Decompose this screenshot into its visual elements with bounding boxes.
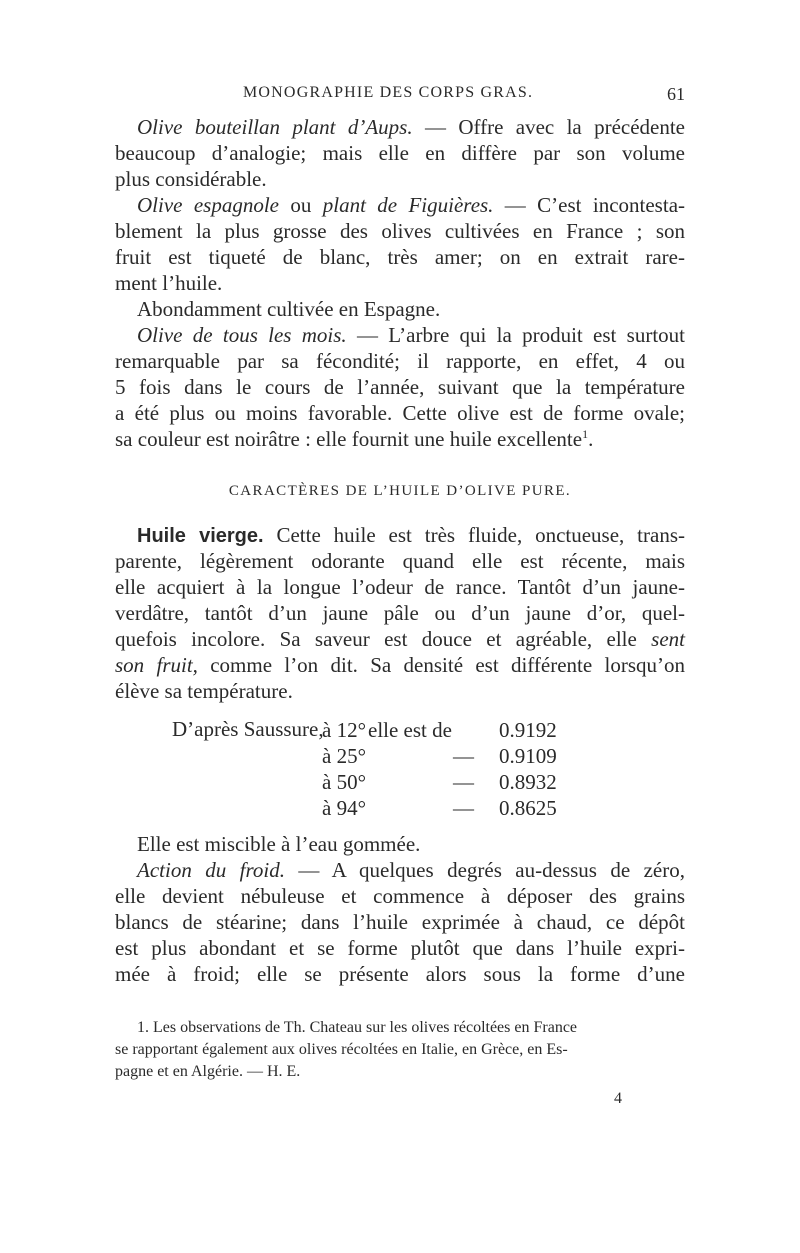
measurement-temperature: à 12° <box>322 718 366 742</box>
paragraph-olive-bouteillan <box>115 114 685 192</box>
text-line: Elle est miscible à l’eau gommée. <box>137 832 421 856</box>
text-line <box>115 857 685 883</box>
measurement-row <box>115 769 685 795</box>
text-span: — C’est incontesta- <box>493 193 686 217</box>
text-line: ment l’huile. <box>115 271 223 295</box>
density-table <box>115 717 685 821</box>
footnote-line: pagne et en Algérie. — H. E. <box>115 1063 301 1080</box>
signature-mark: 4 <box>614 1090 622 1107</box>
text-line: parente, légèrement odorante quand elle est récente, mais <box>115 549 685 573</box>
text-span: comme l’on dit. Sa densité est différente lorsqu’on <box>197 653 686 677</box>
paragraph-olive-espagnole <box>115 192 685 296</box>
text-line: beaucoup d’analogie; mais elle en diffère par son volume <box>115 141 685 165</box>
text-span: sa couleur est noirâtre : elle fournit une huile excellente <box>115 427 583 451</box>
running-head <box>115 84 685 110</box>
text-line: Abondamment cultivée en Espagne. <box>137 297 441 321</box>
page-number: 61 <box>667 84 685 104</box>
text-line: a été plus ou moins favorable. Cette olive est de forme ovale; <box>115 401 685 425</box>
text-line: remarquable par sa fécondité; il rapporte, en effet, 4 ou <box>115 349 685 373</box>
paragraph-huile-vierge <box>115 522 685 704</box>
text-line <box>115 192 685 218</box>
footnote-line: se rapportant également aux olives récoltées en Italie, en Grèce, en Es- <box>115 1041 568 1058</box>
measurement-density: 0.9192 <box>499 718 557 742</box>
measurement-dash: — <box>453 796 474 820</box>
section-heading: CARACTÈRES DE L’HUILE D’OLIVE PURE. <box>228 483 572 499</box>
text-line: blement la plus grosse des olives cultivées en France ; son <box>115 219 685 243</box>
text-line: fruit est tiqueté de blanc, très amer; on en extrait rare- <box>115 245 685 269</box>
text-span: — A quelques degrés au-dessus de zéro, <box>284 858 685 882</box>
run-in-heading: Huile vierge. <box>137 525 264 547</box>
text-span: son fruit, <box>115 653 198 677</box>
text-line <box>115 322 685 348</box>
footnote <box>115 1017 685 1083</box>
measurement-temperature: à 94° <box>322 796 366 820</box>
paragraph-espagne <box>115 296 685 322</box>
measurement-dash: — <box>453 744 474 768</box>
measurement-temperature: à 25° <box>322 744 366 768</box>
text-span: quefois incolore. Sa saveur est douce et agréable, elle <box>115 627 637 651</box>
text-span: — Offre avec la précédente <box>412 115 686 139</box>
text-span: — L’arbre qui la produit est surtout <box>346 323 685 347</box>
text-span: Cette huile est très fluide, onctueuse, trans- <box>263 523 685 547</box>
measurement-density: 0.8932 <box>499 770 557 794</box>
text-span: ou <box>279 193 323 217</box>
footnote-reference: 1 <box>582 427 589 441</box>
variety-name: Olive de tous les mois. <box>137 323 347 347</box>
measurement-density: 0.9109 <box>499 744 557 768</box>
text-line: est plus abondant et se forme plutôt que dans l’huile expri- <box>115 936 685 960</box>
text-span: . <box>588 427 594 451</box>
text-line <box>115 652 685 678</box>
text-line <box>115 522 685 548</box>
text-line: mée à froid; elle se présente alors sous la forme d’une <box>115 962 685 986</box>
text-line: plus considérable. <box>115 167 267 191</box>
paragraph-olive-tous-les-mois <box>115 322 685 452</box>
measurement-density: 0.8625 <box>499 796 557 820</box>
paragraph-miscible <box>115 831 685 857</box>
text-span: sent <box>636 627 685 651</box>
text-line: 5 fois dans le cours de l’année, suivant que la température <box>115 375 685 399</box>
measurement-row <box>115 717 685 743</box>
text-line <box>115 114 685 140</box>
footnote-line: 1. Les observations de Th. Chateau sur les olives récoltées en France <box>137 1019 578 1036</box>
measurement-dash: — <box>453 770 474 794</box>
text-line: elle devient nébuleuse et commence à déposer des grains <box>115 884 685 908</box>
measurement-source: D’après Saussure, <box>172 717 324 741</box>
text-line <box>115 626 685 652</box>
running-title: MONOGRAPHIE DES CORPS GRAS. <box>243 84 534 101</box>
measurement-row <box>115 795 685 821</box>
variety-name: Olive bouteillan plant d’Aups. <box>137 115 413 139</box>
variety-name: plant de Figuières. <box>322 193 494 217</box>
text-line: verdâtre, tantôt d’un jaune pâle ou d’un jaune d’or, quel- <box>115 601 685 625</box>
variety-name: Olive espagnole <box>137 193 279 217</box>
text-line: elle acquiert à la longue l’odeur de rance. Tantôt d’un jaune- <box>115 575 685 599</box>
measurement-phrase: elle est de <box>368 718 452 742</box>
run-in-heading: Action du froid. <box>137 858 285 882</box>
paragraph-action-du-froid <box>115 857 685 987</box>
body-text <box>115 114 685 987</box>
text-line: blancs de stéarine; dans l’huile exprimée à chaud, ce dépôt <box>115 910 685 934</box>
measurement-row <box>115 743 685 769</box>
measurement-temperature: à 50° <box>322 770 366 794</box>
text-line: élève sa température. <box>115 679 293 703</box>
text-line <box>115 426 685 452</box>
